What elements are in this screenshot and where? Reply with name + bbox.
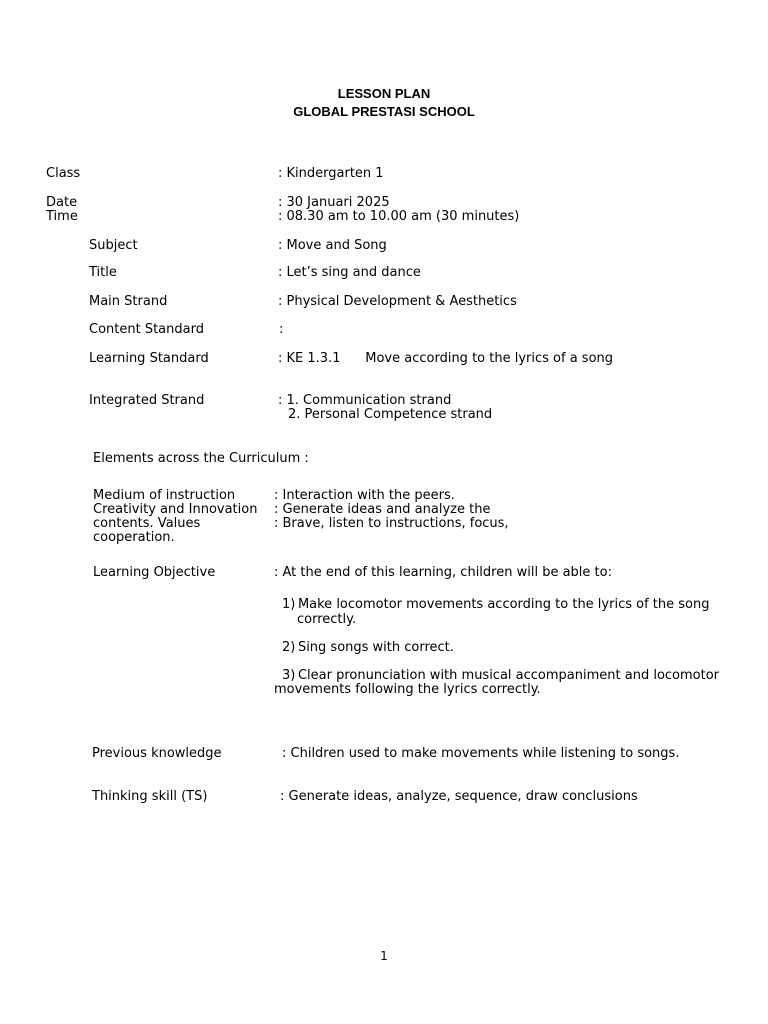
date-label: Date xyxy=(46,195,78,210)
class-value: : Kindergarten 1 xyxy=(278,166,384,181)
elements-label-line-4: cooperation. xyxy=(93,530,175,545)
content-standard-value: : xyxy=(279,322,284,337)
time-value: : 08.30 am to 10.00 am (30 minutes) xyxy=(278,209,520,224)
elements-label-line-3: contents. Values xyxy=(93,516,201,531)
content-standard-label: Content Standard xyxy=(89,322,204,337)
subject-value: : Move and Song xyxy=(278,238,387,253)
learning-objective-label: Learning Objective xyxy=(93,565,216,580)
learning-objective-intro: : At the end of this learning, children will be able to: xyxy=(274,565,612,580)
elements-heading: Elements across the Curriculum : xyxy=(93,451,309,466)
previous-knowledge-value: : Children used to make movements while listening to songs. xyxy=(282,746,680,761)
thinking-skill-label: Thinking skill (TS) xyxy=(92,789,208,804)
thinking-skill-value: : Generate ideas, analyze, sequence, draw conclusions xyxy=(280,789,638,804)
elements-value-line-1: : Interaction with the peers. xyxy=(274,488,455,503)
objective-item-3-line-1: 3) Clear pronunciation with musical accompaniment and locomotor xyxy=(282,668,720,683)
main-strand-value: : Physical Development & Aesthetics xyxy=(278,294,517,309)
elements-label-line-1: Medium of instruction xyxy=(93,488,236,503)
date-value: : 30 Januari 2025 xyxy=(278,195,390,210)
title-label: Title xyxy=(89,265,117,280)
elements-value-line-2: : Generate ideas and analyze the xyxy=(274,502,491,517)
integrated-strand-value-1: : 1. Communication strand xyxy=(278,393,452,408)
main-strand-label: Main Strand xyxy=(89,294,168,309)
integrated-strand-value-2: 2. Personal Competence strand xyxy=(288,407,493,422)
time-label: Time xyxy=(46,209,78,224)
subject-label: Subject xyxy=(89,238,138,253)
learning-standard-value: : KE 1.3.1 Move according to the lyrics of a song xyxy=(278,351,614,366)
class-label: Class xyxy=(46,166,81,181)
objective-item-1-line-1: 1) Make locomotor movements according to the lyrics of the song xyxy=(282,597,710,612)
title-value: : Let’s sing and dance xyxy=(278,265,421,280)
previous-knowledge-label: Previous knowledge xyxy=(92,746,222,761)
school-name: GLOBAL PRESTASI SCHOOL xyxy=(293,104,475,119)
learning-standard-label: Learning Standard xyxy=(89,351,209,366)
objective-item-1-line-2: correctly. xyxy=(297,612,357,627)
elements-label-line-2: Creativity and Innovation xyxy=(93,502,258,517)
objective-item-2: 2) Sing songs with correct. xyxy=(282,640,454,655)
document-title: LESSON PLAN xyxy=(337,86,431,101)
objective-item-3-line-2: movements following the lyrics correctly. xyxy=(274,682,541,697)
elements-value-line-3: : Brave, listen to instructions, focus, xyxy=(274,516,509,531)
page-number: 1 xyxy=(380,949,388,963)
integrated-strand-label: Integrated Strand xyxy=(89,393,205,408)
